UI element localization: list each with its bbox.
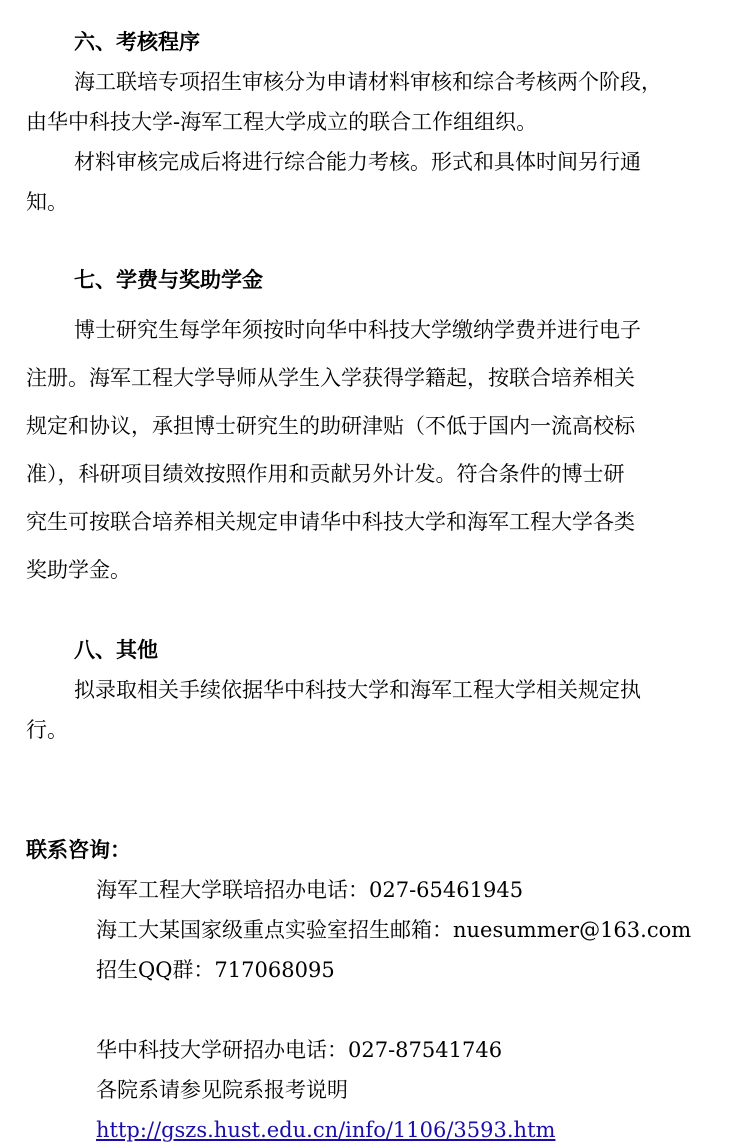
- navy-phone: 海军工程大学联培招办电话：027-65461945: [96, 878, 524, 902]
- paragraph-line: 博士研究生每学年须按时向华中科技大学缴纳学费并进行电子: [74, 318, 641, 342]
- paragraph-line: 拟录取相关手续依据华中科技大学和海军工程大学相关规定执: [74, 678, 641, 702]
- paragraph-line: 行。: [26, 718, 68, 742]
- section-heading-assessment: 六、考核程序: [74, 30, 200, 54]
- department-note: 各院系请参见院系报考说明: [96, 1078, 348, 1102]
- section-heading-tuition: 七、学费与奖助学金: [74, 268, 263, 292]
- paragraph-line: 由华中科技大学-海军工程大学成立的联合工作组组织。: [26, 110, 538, 134]
- contact-heading: 联系咨询：: [26, 838, 131, 862]
- section-heading-other: 八、其他: [74, 638, 158, 662]
- paragraph-line: 注册。海军工程大学导师从学生入学获得学籍起，按联合培养相关: [26, 366, 635, 390]
- qq-group: 招生QQ群：717068095: [96, 958, 335, 982]
- paragraph-line: 究生可按联合培养相关规定申请华中科技大学和海军工程大学各类: [26, 510, 635, 534]
- paragraph-line: 规定和协议，承担博士研究生的助研津贴（不低于国内一流高校标: [26, 414, 635, 438]
- paragraph-line: 准），科研项目绩效按照作用和贡献另外计发。符合条件的博士研: [26, 462, 625, 486]
- admission-info-link[interactable]: http://gszs.hust.edu.cn/info/1106/3593.htm: [96, 1118, 556, 1142]
- paragraph-line: 海工联培专项招生审核分为申请材料审核和综合考核两个阶段，: [74, 70, 662, 94]
- paragraph-line: 知。: [26, 190, 68, 214]
- paragraph-line: 奖助学金。: [26, 558, 131, 582]
- paragraph-line: 材料审核完成后将进行综合能力考核。形式和具体时间另行通: [74, 150, 641, 174]
- lab-email: 海工大某国家级重点实验室招生邮箱：nuesummer@163.com: [96, 918, 692, 942]
- hust-phone: 华中科技大学研招办电话：027-87541746: [96, 1038, 503, 1062]
